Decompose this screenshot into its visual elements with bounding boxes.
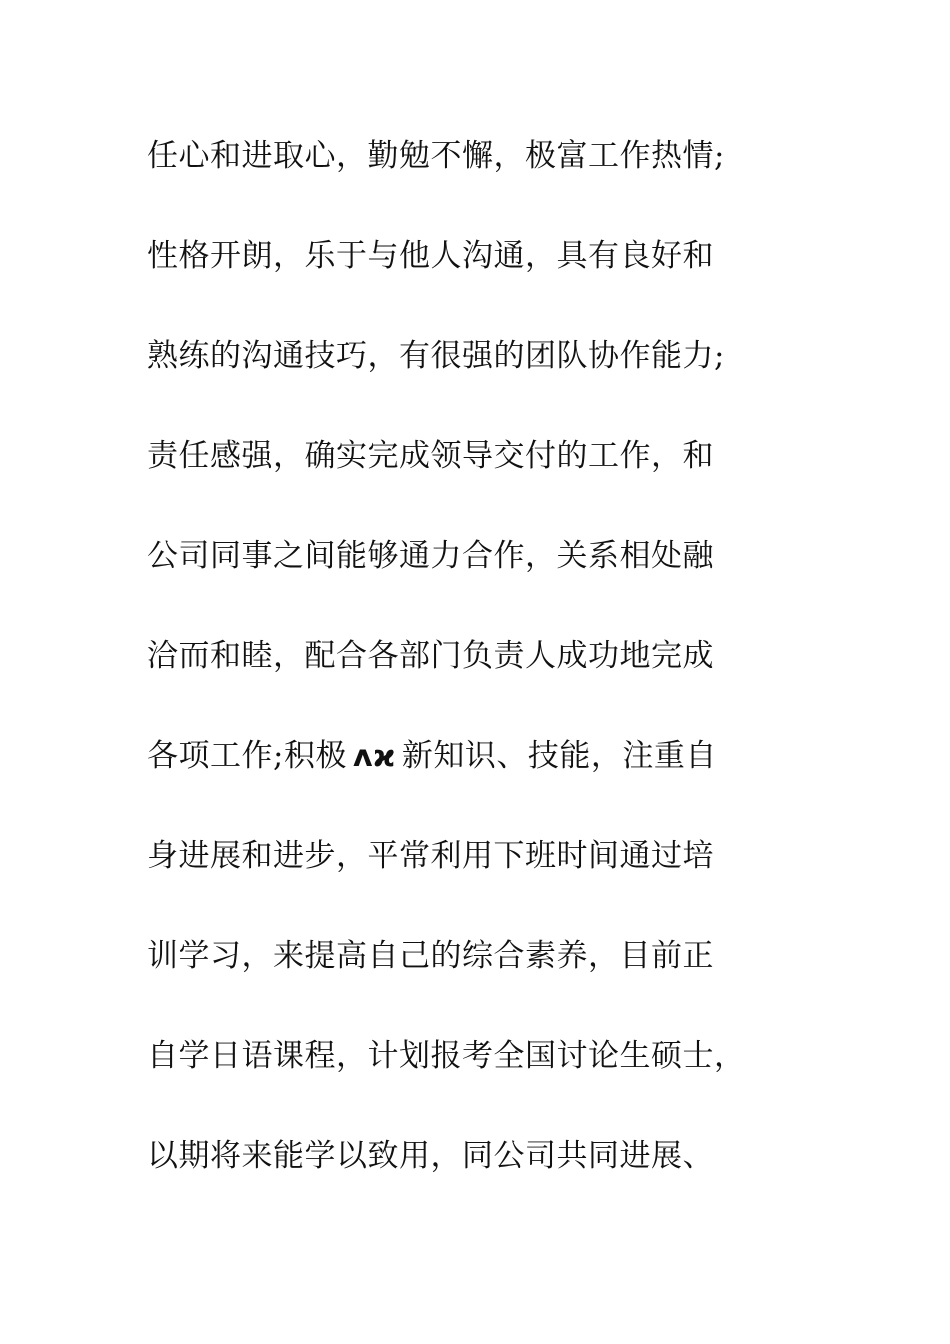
text-line: 以期将来能学以致用，同公司共同进展、 xyxy=(147,1138,714,1174)
text-line: 责任感强，确实完成领导交付的工作，和 xyxy=(147,438,714,474)
text-line: 任心和进取心，勤勉不懈，极富工作热情; xyxy=(147,138,725,174)
text-line: 性格开朗，乐于与他人沟通，具有良好和 xyxy=(147,238,714,274)
text-segment: 新知识、技能，注重自 xyxy=(401,738,717,774)
text-segment: 各项工作;积极 xyxy=(147,738,347,774)
text-line: 熟练的沟通技巧，有很强的团队协作能力; xyxy=(147,338,725,374)
text-line: 洽而和睦，配合各部门负责人成功地完成 xyxy=(147,638,714,674)
text-line: 自学日语课程，计划报考全国讨论生硕士， xyxy=(147,1038,746,1074)
garbled-glyph: ʌϰ xyxy=(352,739,396,774)
text-line: 训学习，来提高自己的综合素养，目前正 xyxy=(147,938,714,974)
text-line: 身进展和进步，平常利用下班时间通过培 xyxy=(147,838,714,874)
text-line-with-symbol xyxy=(147,726,807,826)
text-line: 公司同事之间能够通力合作，关系相处融 xyxy=(147,538,714,574)
document-body xyxy=(147,126,807,1226)
